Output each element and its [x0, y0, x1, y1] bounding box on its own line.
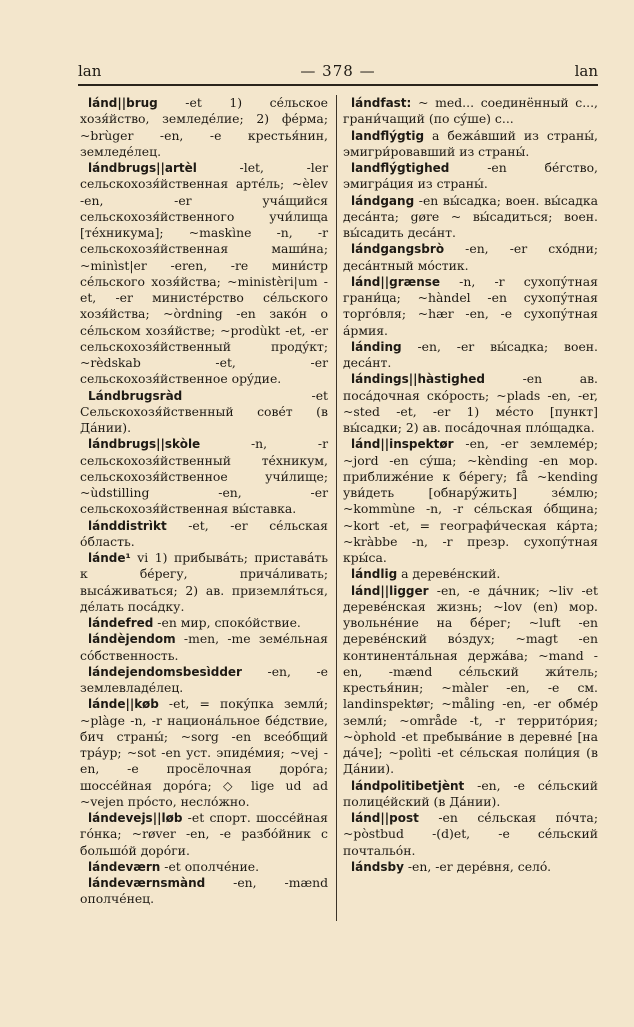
dictionary-entry — [80, 859, 328, 875]
entry-headword: lándpolitibetjènt — [351, 778, 465, 793]
entry-headword: lánd||ligger — [351, 583, 429, 598]
entry-headword: lándbrugs||skòle — [88, 437, 201, 452]
dictionary-entry — [343, 566, 598, 582]
dictionary-entry — [343, 583, 598, 778]
dictionary-entry — [80, 436, 328, 517]
entry-headword: Lándbrugsràd — [88, 388, 183, 403]
dictionary-entry — [343, 436, 598, 566]
entry-headword: lándbrugs||artèl — [88, 161, 197, 175]
entry-definition: -et спорт. шоссéйная гóнка; ~røver -en, -e разбóйник с большóй дорóги. — [80, 810, 328, 858]
dictionary-entry — [80, 518, 328, 551]
entry-definition: a бежáвший из страны́, эмигри́ровавший из страны́. — [343, 127, 598, 159]
entry-definition: -en, -e сéльский полицéйский (в Дáнии). — [343, 777, 598, 809]
header-left-guideword: lan — [78, 62, 102, 80]
dictionary-entry — [343, 241, 598, 274]
entry-definition: -en, -er дерéвня, селó. — [403, 858, 552, 874]
entry-definition: -men, -me земéльная сóбственность. — [80, 631, 328, 663]
dictionary-entry — [80, 615, 328, 631]
dictionary-entry — [343, 371, 598, 436]
left-column — [80, 95, 328, 908]
entry-headword: lándevejs||løb — [88, 811, 183, 825]
entry-headword: lánd||brug — [88, 96, 158, 110]
dictionary-entry — [80, 160, 328, 388]
dictionary-entry — [343, 128, 598, 161]
entry-definition: -en, -e землевладéлец. — [80, 663, 328, 695]
entry-definition: -n, -r сельскохозя́йственный тéхникум, сельскохозя́йственное учи́лище; ~ùdstilling -en, -er сельскохозя́йственная вы́ставка. — [80, 436, 328, 517]
entry-definition: ~ med... соединённый с..., грани́чащий (по сýше) с... — [343, 95, 598, 127]
entry-headword: landflýgtighed — [351, 161, 450, 175]
entry-definition: -en бéгство, эмигрáция из страны́. — [343, 160, 598, 192]
entry-headword: lándejendomsbesìdder — [88, 664, 242, 679]
dictionary-entry — [80, 664, 328, 697]
page-header — [78, 62, 598, 84]
entry-definition: -en ав. посáдочная скóрость; ~plads -en, -er, ~sted -et, -er 1) мéсто [пункт] вы́садки; 2) ав. посáдочная плóщадка. — [343, 371, 598, 435]
dictionary-entry — [343, 160, 598, 193]
dictionary-entry — [80, 875, 328, 908]
entry-headword: lánde¹ — [88, 551, 131, 565]
header-rule — [78, 84, 598, 86]
entry-headword: lándeværn — [88, 859, 161, 874]
dictionary-entry — [80, 631, 328, 664]
dictionary-entry — [80, 696, 328, 810]
dictionary-entry — [343, 339, 598, 372]
entry-headword: lánd||grænse — [351, 274, 441, 289]
entry-definition: -en, -er схóдни; десáнтный мóстик. — [343, 241, 598, 273]
entry-headword: lándeværnsmànd — [88, 876, 206, 890]
dictionary-entry — [343, 274, 598, 339]
entry-definition: -en, -er вы́садка; воен. десáнт. — [343, 338, 598, 370]
entry-headword: lándlig — [351, 567, 398, 582]
entry-definition: -en, -mænd ополчéнец. — [80, 875, 328, 907]
entry-definition: -en вы́садка; воен. вы́садка десáнта; gøre ~ вы́садиться; воен. вы́садить десáнт. — [343, 192, 598, 240]
entry-headword: landflýgtig — [351, 128, 425, 143]
entry-headword: lánd||post — [351, 811, 419, 825]
entry-headword: lándsby — [351, 859, 404, 874]
entry-definition: -et, -er сéльская óбласть. — [80, 517, 328, 549]
dictionary-entry — [80, 810, 328, 859]
header-right-guideword: lan — [574, 62, 598, 80]
dictionary-entry — [343, 859, 598, 875]
entry-definition: -en, -e дáчник; ~liv -et деревéнская жизнь; ~lov (en) мор. увольнéние на бéрег; ~luft -en деревéнский вóздух; ~magt -en континентáльная держáва; ~mand -en, -mænd сéльский жи́тель; крестья́нин; ~màler -en, -e см. landinspektør; ~måling -en, -er обмéр земли́; ~område -t, -r террито́рия; ~òphold -et пребывáние в деревнé [на дáче]; ~polìti -et сéльская поли́ция (в Дáнии). — [343, 582, 598, 777]
dictionary-entry — [80, 550, 328, 615]
dictionary-entry — [343, 810, 598, 859]
entry-headword: lánding — [351, 339, 402, 354]
page-number: — 378 — — [300, 62, 376, 80]
entry-headword: lándgangsbrò — [351, 242, 445, 257]
entry-definition: -et 1) сéльское хозя́йство, земледéлие; 2) фéрма; ~brùger -en, -e крестья́нин, земледéлец. — [80, 95, 328, 159]
dictionary-entry — [80, 95, 328, 160]
dictionary-entry — [343, 95, 598, 128]
entry-definition: vi 1) прибывáть; приставáть к бéрегу, причáливать; высáживаться; 2) ав. приземля́ться, дéлать посáдку. — [80, 550, 328, 614]
entry-definition: -en сéльская пóчта; ~pòstbud -(d)et, -e сéльский почтальóн. — [343, 810, 598, 858]
entry-headword: lánde||køb — [88, 697, 159, 712]
entry-headword: lánddistrìkt — [88, 518, 167, 533]
entry-headword: lándèjendom — [88, 632, 176, 647]
entry-definition: -et ополчéние. — [160, 858, 260, 874]
entry-definition: -let, -ler сельскохозя́йственная артéль; ~èlev -en, -er уча́щийся сельскохозя́йственного учи́лища [тéхникума]; ~maskìne -n, -r сельскохозя́йственная маши́на; ~minìst|er -eren, -re мини́стр сéльского хозя́йства; ~ministèri|um -et, -er министéрство сéльского хозя́йства; ~òrdning -en закóн о сéльском хозя́йстве; ~prodùkt -et, -er сельскохозя́йственный продýкт; ~rèdskab -et, -er сельскохозя́йственное орýдие. — [80, 160, 328, 387]
entry-definition: -et Сельскохозя́йственный совéт (в Дáнии). — [80, 387, 328, 435]
entry-headword: lánd||inspektør — [351, 437, 454, 452]
entry-definition: -en мир, спокóйствие. — [153, 615, 301, 630]
dictionary-entry — [80, 388, 328, 437]
entry-headword: lándings||hàstighed — [351, 372, 485, 387]
dictionary-entry — [343, 193, 598, 242]
entry-headword: lándgang — [351, 193, 415, 208]
entry-headword: lándefred — [88, 616, 154, 630]
column-divider — [336, 95, 337, 921]
entry-definition: -n, -r сухопýтная грани́ца; ~hàndel -en сухопýтная торгóвля; ~hær -en, -e сухопýтная áрмия. — [343, 273, 598, 338]
entry-definition: -en, -er землемéр; ~jord -en сýша; ~kènding -en мор. приближéние к бéрегу; få ~kending уви́деть [обнарýжить] зéмлю; ~kommùne -n, -r сéльская óбщина; ~kort -et, = географи́ческая кáрта; ~kràbbe -n, -r презр. сухопýтная кры́са. — [343, 436, 598, 565]
entry-definition: a деревéнский. — [397, 566, 501, 582]
entry-headword: lándfast: — [351, 96, 412, 110]
dictionary-entry — [343, 778, 598, 811]
right-column — [343, 95, 598, 875]
entry-definition: -et, = покýпка земли́; ~plàge -n, -r национáльное бéдствие, бич страны́; ~sorg -en всеóбщий трáур; ~sot -en уст. эпидéмия; ~vej -en, -e просёлочная дорóга; шоссéйная дорóга; ◇ lige ud ad ~vejen прóсто, несло́жно. — [80, 696, 328, 809]
